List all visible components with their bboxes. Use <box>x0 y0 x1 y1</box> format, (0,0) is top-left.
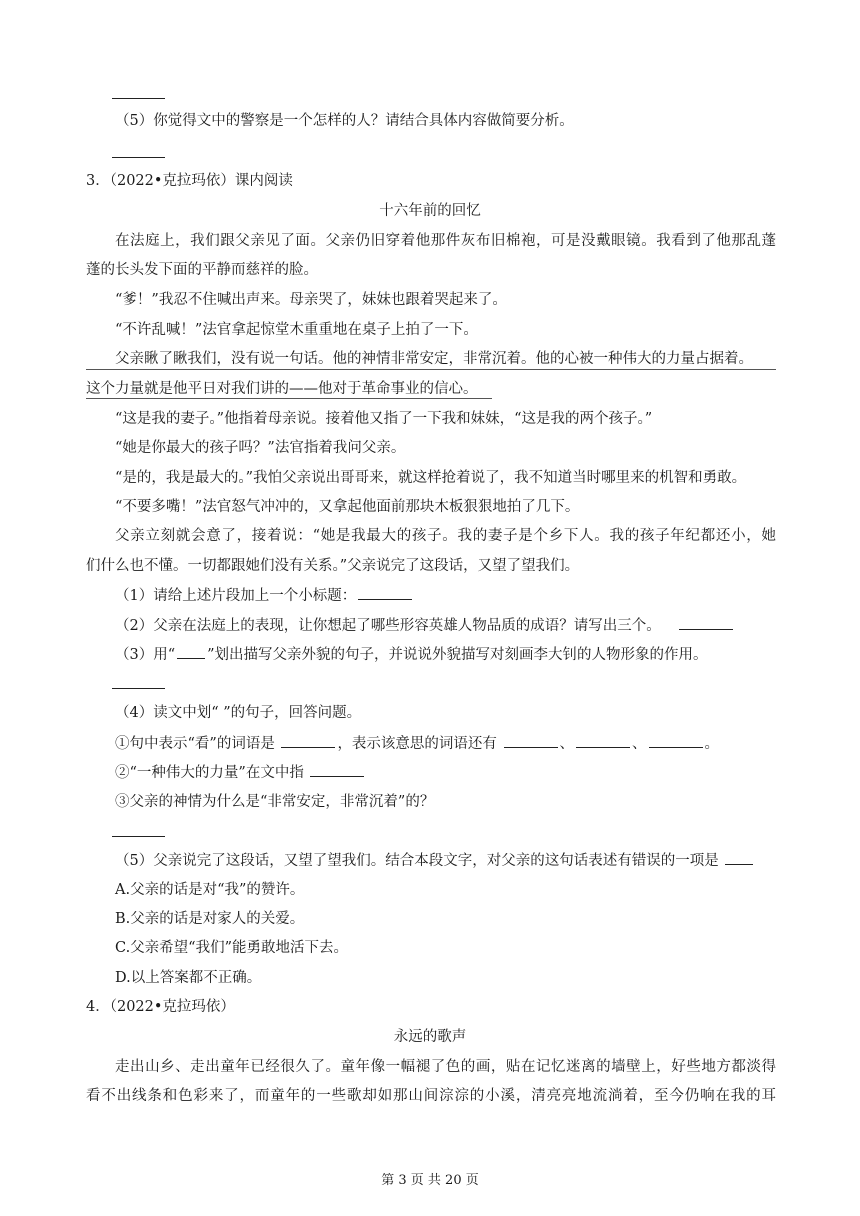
answer-blank[interactable] <box>358 585 412 600</box>
passage-line: “不许乱喊！”法官拿起惊堂木重重地在桌子上拍了一下。 <box>115 322 478 338</box>
answer-blank[interactable] <box>310 762 364 777</box>
answer-blank[interactable] <box>576 733 630 748</box>
underline <box>86 398 492 399</box>
passage-line: “不要多嘴！”法官怒气冲冲的，又拿起他面前那块木板狠狠地拍了几下。 <box>115 499 580 515</box>
underline <box>86 369 776 370</box>
passage-line: 父亲立刻就会意了，接着说：“她是我最大的孩子。我的妻子是个乡下人。我的孩子年纪都还小，她 <box>115 528 776 544</box>
answer-line <box>112 98 165 99</box>
q3-question-4-2: ②“一种伟大的力量”在文中指 <box>115 762 366 783</box>
passage-line: “爹！”我忍不住喊出声来。母亲哭了，妹妹也跟着哭起来了。 <box>115 292 507 308</box>
underlined-passage-line: 这个力量就是他平日对我们讲的——他对于革命事业的信心。 <box>86 381 478 397</box>
answer-blank[interactable] <box>649 733 703 748</box>
passage-line: 走出山乡、走出童年已经很久了。童年像一幅褪了色的画，贴在记忆迷离的墙壁上，好些地方都淡得 <box>115 1059 776 1075</box>
passage-line: 蓬的长头发下面的平静而慈祥的脸。 <box>86 262 318 278</box>
passage-line: “是的，我是最大的。”我怕父亲说出哥哥来，就这样抢着说了，我不知道当时哪里来的机智和勇敢。 <box>115 470 747 486</box>
answer-blank[interactable] <box>679 615 733 630</box>
q3-question-5: （5）父亲说完了这段话，又望了望我们。结合本段文字，对父亲的这句话表述有错误的一项是 <box>115 850 755 871</box>
q3-question-4-3: ③父亲的神情为什么是“非常安定，非常沉着”的？ <box>115 794 435 810</box>
q3-question-2: （2）父亲在法庭上的表现，让你想起了哪些形容英雄人物品质的成语？请写出三个。 <box>115 615 735 636</box>
passage-line: 们什么也不懂。一切都跟她们没有关系。”父亲说完了这段话，又望了望我们。 <box>86 558 580 574</box>
page-footer: 第 3 页 共 20 页 <box>381 1173 479 1188</box>
q3-question-3: （3）用“ ”划出描写父亲外貌的句子，并说说外貌描写对刻画李大钊的人物形象的作用。 <box>115 644 708 665</box>
q4-passage-title: 永远的歌声 <box>393 1029 467 1045</box>
q2-question-5: （5）你觉得文中的警察是一个怎样的人？请结合具体内容做简要分析。 <box>115 113 574 129</box>
underline-mark <box>177 644 205 659</box>
passage-line: “这是我的妻子。”他指着母亲说。接着他又指了一下我和妹妹，“这是我的两个孩子。” <box>115 411 653 427</box>
passage-line: 在法庭上，我们跟父亲见了面。父亲仍旧穿着他那件灰布旧棉袍，可是没戴眼镜。我看到了他那乱蓬 <box>115 233 776 249</box>
passage-line: “她是你最大的孩子吗？”法官指着我问父亲。 <box>115 440 406 456</box>
underlined-passage-line: 父亲瞅了瞅我们，没有说一句话。他的神情非常安定，非常沉着。他的心被一种伟大的力量占据着。 <box>115 351 753 367</box>
answer-line <box>112 157 165 158</box>
option-b: B.父亲的话是对家人的关爱。 <box>115 911 305 927</box>
q3-passage-title: 十六年前的回忆 <box>379 203 481 219</box>
option-a: A.父亲的话是对“我”的赞许。 <box>115 882 305 898</box>
answer-blank[interactable] <box>504 733 558 748</box>
answer-line <box>112 688 165 689</box>
q3-question-4-1: ①句中表示“看”的词语是 ，表示该意思的词语还有 、 、 。 <box>115 733 719 754</box>
q3-question-1: （1）请给上述片段加上一个小标题： <box>115 585 414 606</box>
answer-blank[interactable] <box>281 733 335 748</box>
q3-question-4: （4）读文中划“ ”的句子，回答问题。 <box>115 705 362 721</box>
answer-line <box>112 836 165 837</box>
answer-blank[interactable] <box>725 850 753 865</box>
passage-line: 看不出线条和色彩来了，而童年的一些歌却如那山间淙淙的小溪，清亮亮地流淌着，至今仍响在我的耳 <box>86 1088 776 1104</box>
option-d: D.以上答案都不正确。 <box>115 970 262 986</box>
q3-header: 3．（2022•克拉玛依）课内阅读 <box>86 173 293 189</box>
option-c: C.父亲希望“我们”能勇敢地活下去。 <box>115 940 349 956</box>
q4-header: 4．（2022•克拉玛依） <box>86 999 235 1015</box>
